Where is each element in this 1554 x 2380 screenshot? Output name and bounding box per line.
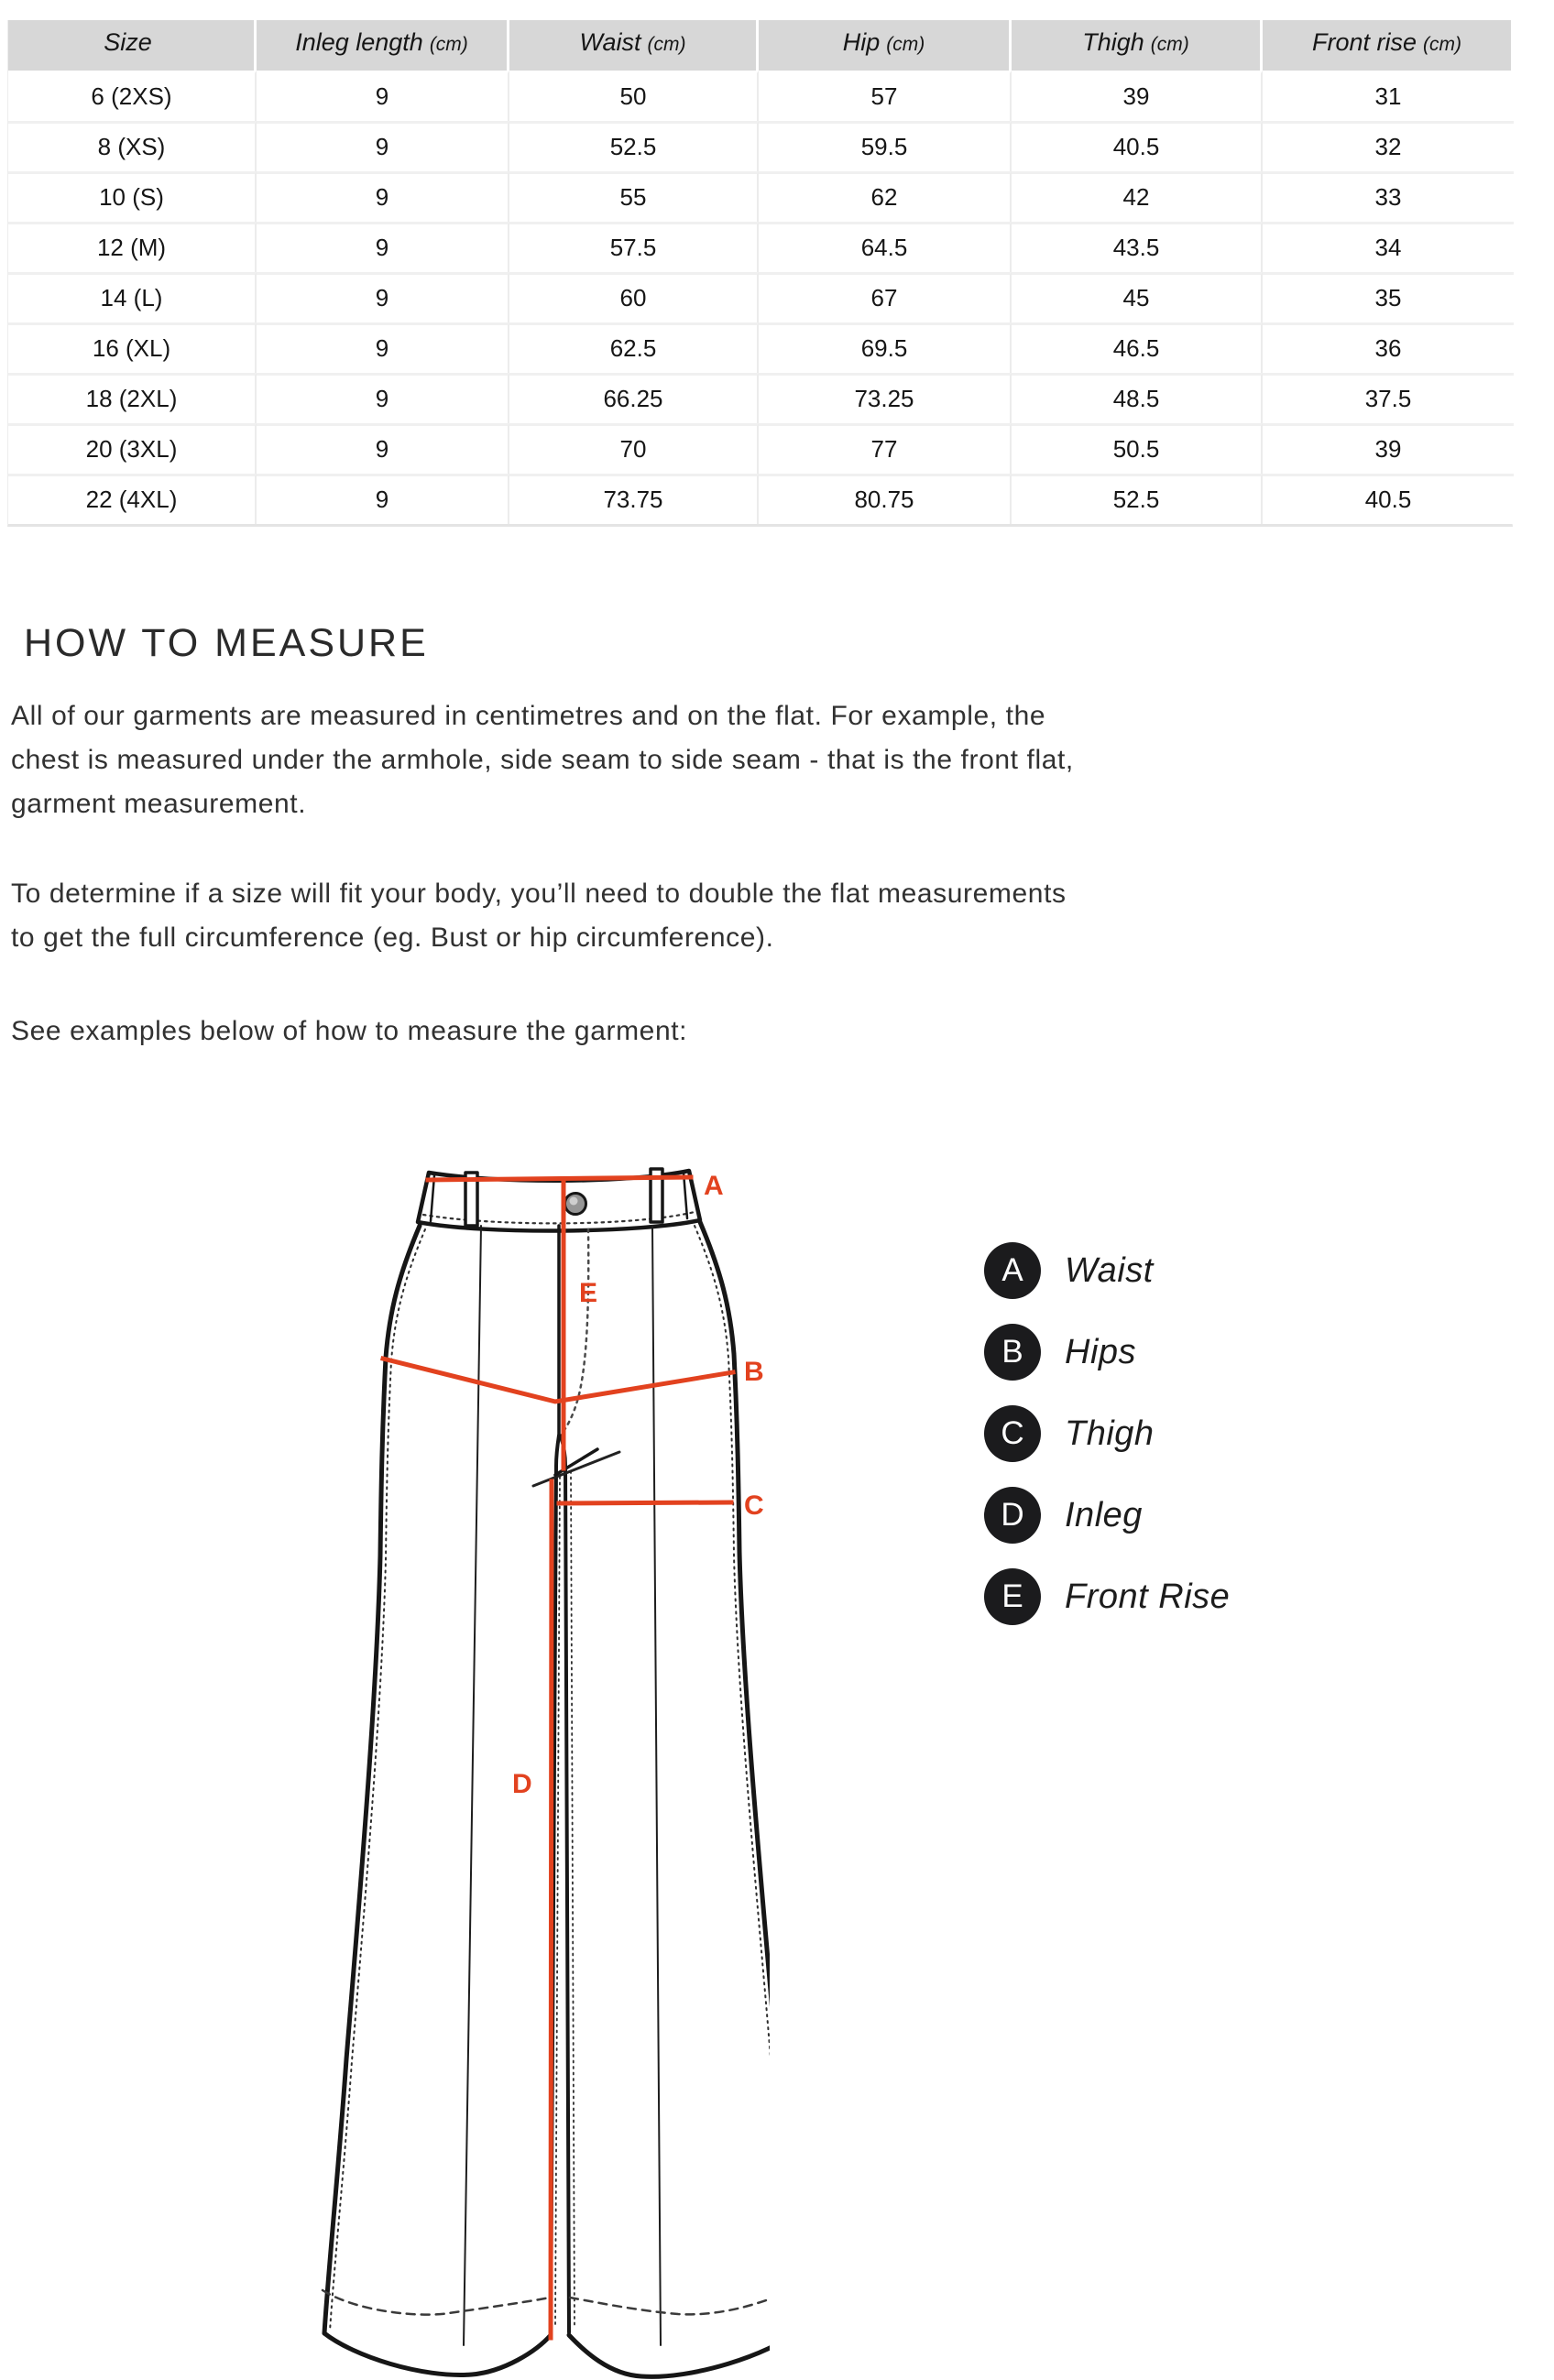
legend-item (984, 1242, 1230, 1299)
header-row (8, 20, 1514, 71)
waist-cell: 52.5 (509, 121, 759, 171)
paragraph-line: To determine if a size will fit your body, you’ll need to double the flat measurements (11, 879, 1067, 909)
inleg-cell: 9 (257, 121, 509, 171)
how-to-measure-heading: HOW TO MEASURE (24, 621, 429, 665)
inleg-cell: 9 (257, 222, 509, 272)
thigh-cell: 43.5 (1012, 222, 1263, 272)
legend-label: Inleg (1065, 1495, 1143, 1534)
hip-cell: 57 (759, 71, 1012, 121)
legend-label: Front Rise (1065, 1577, 1231, 1616)
legend-item (984, 1324, 1230, 1381)
left-outer-seam (324, 1226, 420, 2333)
front-rise-cell: 37.5 (1263, 373, 1514, 423)
waist-button-highlight (570, 1197, 578, 1206)
legend-label: Waist (1065, 1250, 1154, 1290)
mark-B: B (744, 1357, 764, 1387)
hip-cell: 67 (759, 272, 1012, 322)
size-cell: 12 (M) (8, 222, 257, 272)
thigh-cell: 50.5 (1012, 423, 1263, 474)
column-header (257, 20, 509, 71)
column-unit: (cm) (647, 34, 686, 55)
waist-line-A (428, 1177, 691, 1180)
measure-paragraph-3 (11, 1010, 1495, 1054)
paragraph-line: chest is measured under the armhole, side seam to side seam - that is the front flat, (11, 745, 1074, 775)
size-cell: 14 (L) (8, 272, 257, 322)
table-row (8, 423, 1514, 474)
hip-cell: 69.5 (759, 322, 1012, 373)
waist-cell: 50 (509, 71, 759, 121)
front-rise-cell: 32 (1263, 121, 1514, 171)
legend-item (984, 1568, 1230, 1625)
legend-item (984, 1487, 1230, 1544)
column-header (759, 20, 1012, 71)
column-unit: (cm) (429, 34, 468, 55)
legend-letter-badge: B (984, 1324, 1041, 1381)
thigh-line-C (559, 1502, 731, 1503)
front-rise-cell: 33 (1263, 171, 1514, 222)
size-cell: 8 (XS) (8, 121, 257, 171)
trousers-diagram (128, 1156, 770, 2380)
legend-letter-badge: C (984, 1405, 1041, 1462)
right-inseam (561, 1436, 569, 2332)
waist-cell: 73.75 (509, 474, 759, 524)
front-rise-cell: 31 (1263, 71, 1514, 121)
right-hem (569, 2331, 770, 2376)
inleg-cell: 9 (257, 373, 509, 423)
column-label: Front rise (1311, 28, 1417, 56)
waist-cell: 57.5 (509, 222, 759, 272)
mark-D: D (512, 1769, 532, 1799)
size-chart (7, 20, 1513, 527)
column-unit: (cm) (886, 34, 925, 55)
column-unit: (cm) (1150, 34, 1189, 55)
legend-item (984, 1405, 1230, 1462)
right-inseam-stitching (571, 1471, 575, 2327)
measure-paragraph-2 (11, 872, 1495, 960)
table-row (8, 222, 1514, 272)
legend-label: Thigh (1065, 1414, 1155, 1453)
column-header (8, 20, 257, 71)
thigh-cell: 52.5 (1012, 474, 1263, 524)
legend-label: Hips (1065, 1332, 1137, 1371)
thigh-cell: 46.5 (1012, 322, 1263, 373)
thigh-cell: 42 (1012, 171, 1263, 222)
table-row (8, 121, 1514, 171)
table-row (8, 171, 1514, 222)
inleg-line-D (551, 1481, 552, 2338)
legend-letter-badge: E (984, 1568, 1041, 1625)
hip-cell: 73.25 (759, 373, 1012, 423)
inleg-cell: 9 (257, 474, 509, 524)
inleg-cell: 9 (257, 71, 509, 121)
waist-cell: 62.5 (509, 322, 759, 373)
trousers-outline (323, 1169, 770, 2376)
table-row (8, 474, 1514, 524)
hip-cell: 62 (759, 171, 1012, 222)
left-hem (324, 2333, 551, 2375)
table-row (8, 71, 1514, 121)
front-rise-cell: 35 (1263, 272, 1514, 322)
hip-cell: 77 (759, 423, 1012, 474)
thigh-cell: 39 (1012, 71, 1263, 121)
paragraph-line: to get the full circumference (eg. Bust or hip circumference). (11, 923, 774, 953)
waist-cell: 60 (509, 272, 759, 322)
column-unit: (cm) (1423, 34, 1461, 55)
table-row (8, 272, 1514, 322)
paragraph-line: All of our garments are measured in centimetres and on the flat. For example, the (11, 701, 1046, 731)
mark-A: A (704, 1171, 724, 1201)
column-header (1263, 20, 1514, 71)
thigh-cell: 48.5 (1012, 373, 1263, 423)
front-rise-cell: 39 (1263, 423, 1514, 474)
column-label: Waist (579, 28, 641, 56)
size-cell: 20 (3XL) (8, 423, 257, 474)
thigh-cell: 40.5 (1012, 121, 1263, 171)
thigh-cell: 45 (1012, 272, 1263, 322)
column-label: Hip (842, 28, 881, 56)
left-hem-stitching (323, 2290, 550, 2315)
waist-cell: 70 (509, 423, 759, 474)
waist-cell: 55 (509, 171, 759, 222)
inleg-cell: 9 (257, 171, 509, 222)
right-hem-stitching (570, 2288, 770, 2314)
size-cell: 6 (2XS) (8, 71, 257, 121)
table-row (8, 322, 1514, 373)
hip-cell: 80.75 (759, 474, 1012, 524)
size-cell: 16 (XL) (8, 322, 257, 373)
column-header (1012, 20, 1263, 71)
right-crease (652, 1226, 661, 2345)
waist-cell: 66.25 (509, 373, 759, 423)
legend-letter-badge: A (984, 1242, 1041, 1299)
legend-letter-badge: D (984, 1487, 1041, 1544)
left-seam-stitching (330, 1229, 425, 2331)
hip-cell: 59.5 (759, 121, 1012, 171)
right-seam-stitching (695, 1226, 770, 2330)
column-label: Inleg length (295, 28, 423, 56)
paragraph-line: See examples below of how to measure the garment: (11, 1016, 688, 1046)
measure-paragraph-1 (11, 694, 1495, 826)
hip-cell: 64.5 (759, 222, 1012, 272)
column-header (509, 20, 759, 71)
paragraph-line: garment measurement. (11, 789, 307, 819)
front-rise-cell: 36 (1263, 322, 1514, 373)
size-cell: 22 (4XL) (8, 474, 257, 524)
front-rise-cell: 40.5 (1263, 474, 1514, 524)
size-chart-table (8, 20, 1514, 524)
inleg-cell: 9 (257, 322, 509, 373)
mark-E: E (579, 1278, 598, 1308)
mark-C: C (744, 1490, 764, 1521)
inleg-cell: 9 (257, 423, 509, 474)
crotch-slash-mark (533, 1452, 619, 1486)
left-crease (464, 1226, 481, 2345)
column-label: Thigh (1082, 28, 1144, 56)
right-outer-seam (700, 1222, 770, 2331)
front-rise-cell: 34 (1263, 222, 1514, 272)
size-cell: 10 (S) (8, 171, 257, 222)
size-cell: 18 (2XL) (8, 373, 257, 423)
table-row (8, 373, 1514, 423)
column-label: Size (104, 28, 152, 56)
measurement-legend (984, 1242, 1230, 1625)
inleg-cell: 9 (257, 272, 509, 322)
